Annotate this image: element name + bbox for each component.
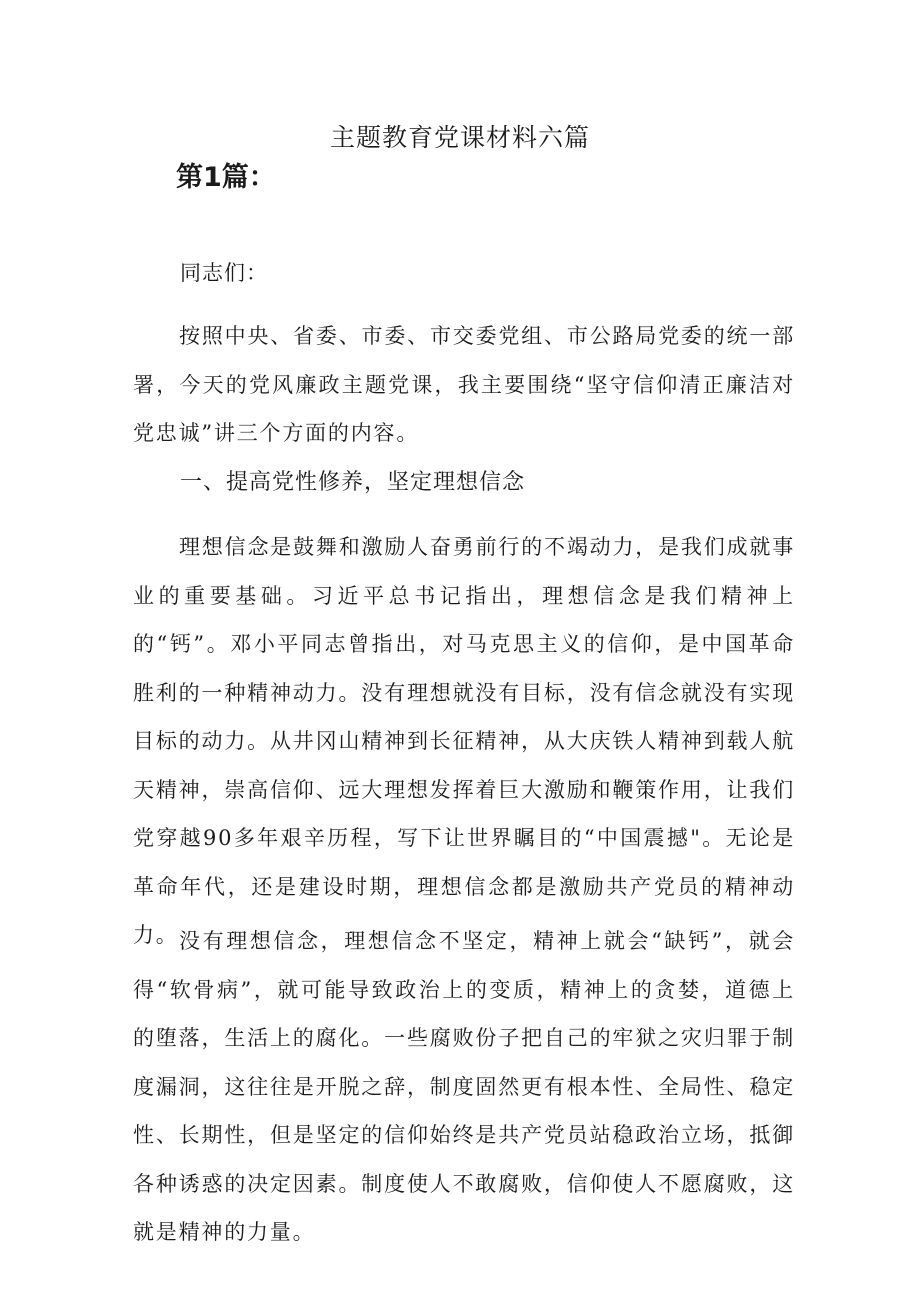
document-title: 主题教育党课材料六篇: [329, 123, 590, 152]
body-paragraph-1: 理想信念是鼓舞和激励人奋勇前行的不竭动力，是我们成就事业的重要基础。习近平总书记指出，理想信念是我们精神上的“钙”。邓小平同志曾指出，对马克思主义的信仰，是中国革命胜利的一种精神动力。没有理想就没有目标，没有信念就没有实现目标的动力。从井冈山精神到长征精神，从大庆铁人精神到载人航天精神，崇高信仰、远大理想发挥着巨大激励和鞭策作用，让我们党穿越90多年艰辛历程，写下让世界瞩目的“中国震撼"。无论是革命年代，还是建设时期，理想信念都是激励共产党员的精神动力。: [133, 535, 795, 947]
salutation: 同志们：: [180, 261, 268, 285]
body-paragraph-2: 没有理想信念，理想信念不坚定，精神上就会“缺钙”，就会得“软骨病”，就可能导致政治上的变质，精神上的贪婪，道德上的堕落，生活上的腐化。一些腐败份子把自己的牢狱之灾归罪于制度漏洞，这往往是开脱之辞，制度固然更有根本性、全局性、稳定性、长期性，但是坚定的信仰始终是共产党员站稳政治立场，抵御各种诱惑的决定因素。制度使人不敢腐败，信仰使人不愿腐败，这就是精神的力量。: [133, 929, 795, 1244]
intro-paragraph: 按照中央、省委、市委、市交委党组、市公路局党委的统一部署，今天的党风廉政主题党课，我主要围绕“坚守信仰清正廉洁对党忠诚”讲三个方面的内容。: [133, 324, 795, 445]
section-heading: 一、提高党性修养，坚定理想信念: [180, 470, 526, 495]
chapter-heading: 第1篇：: [176, 162, 276, 193]
